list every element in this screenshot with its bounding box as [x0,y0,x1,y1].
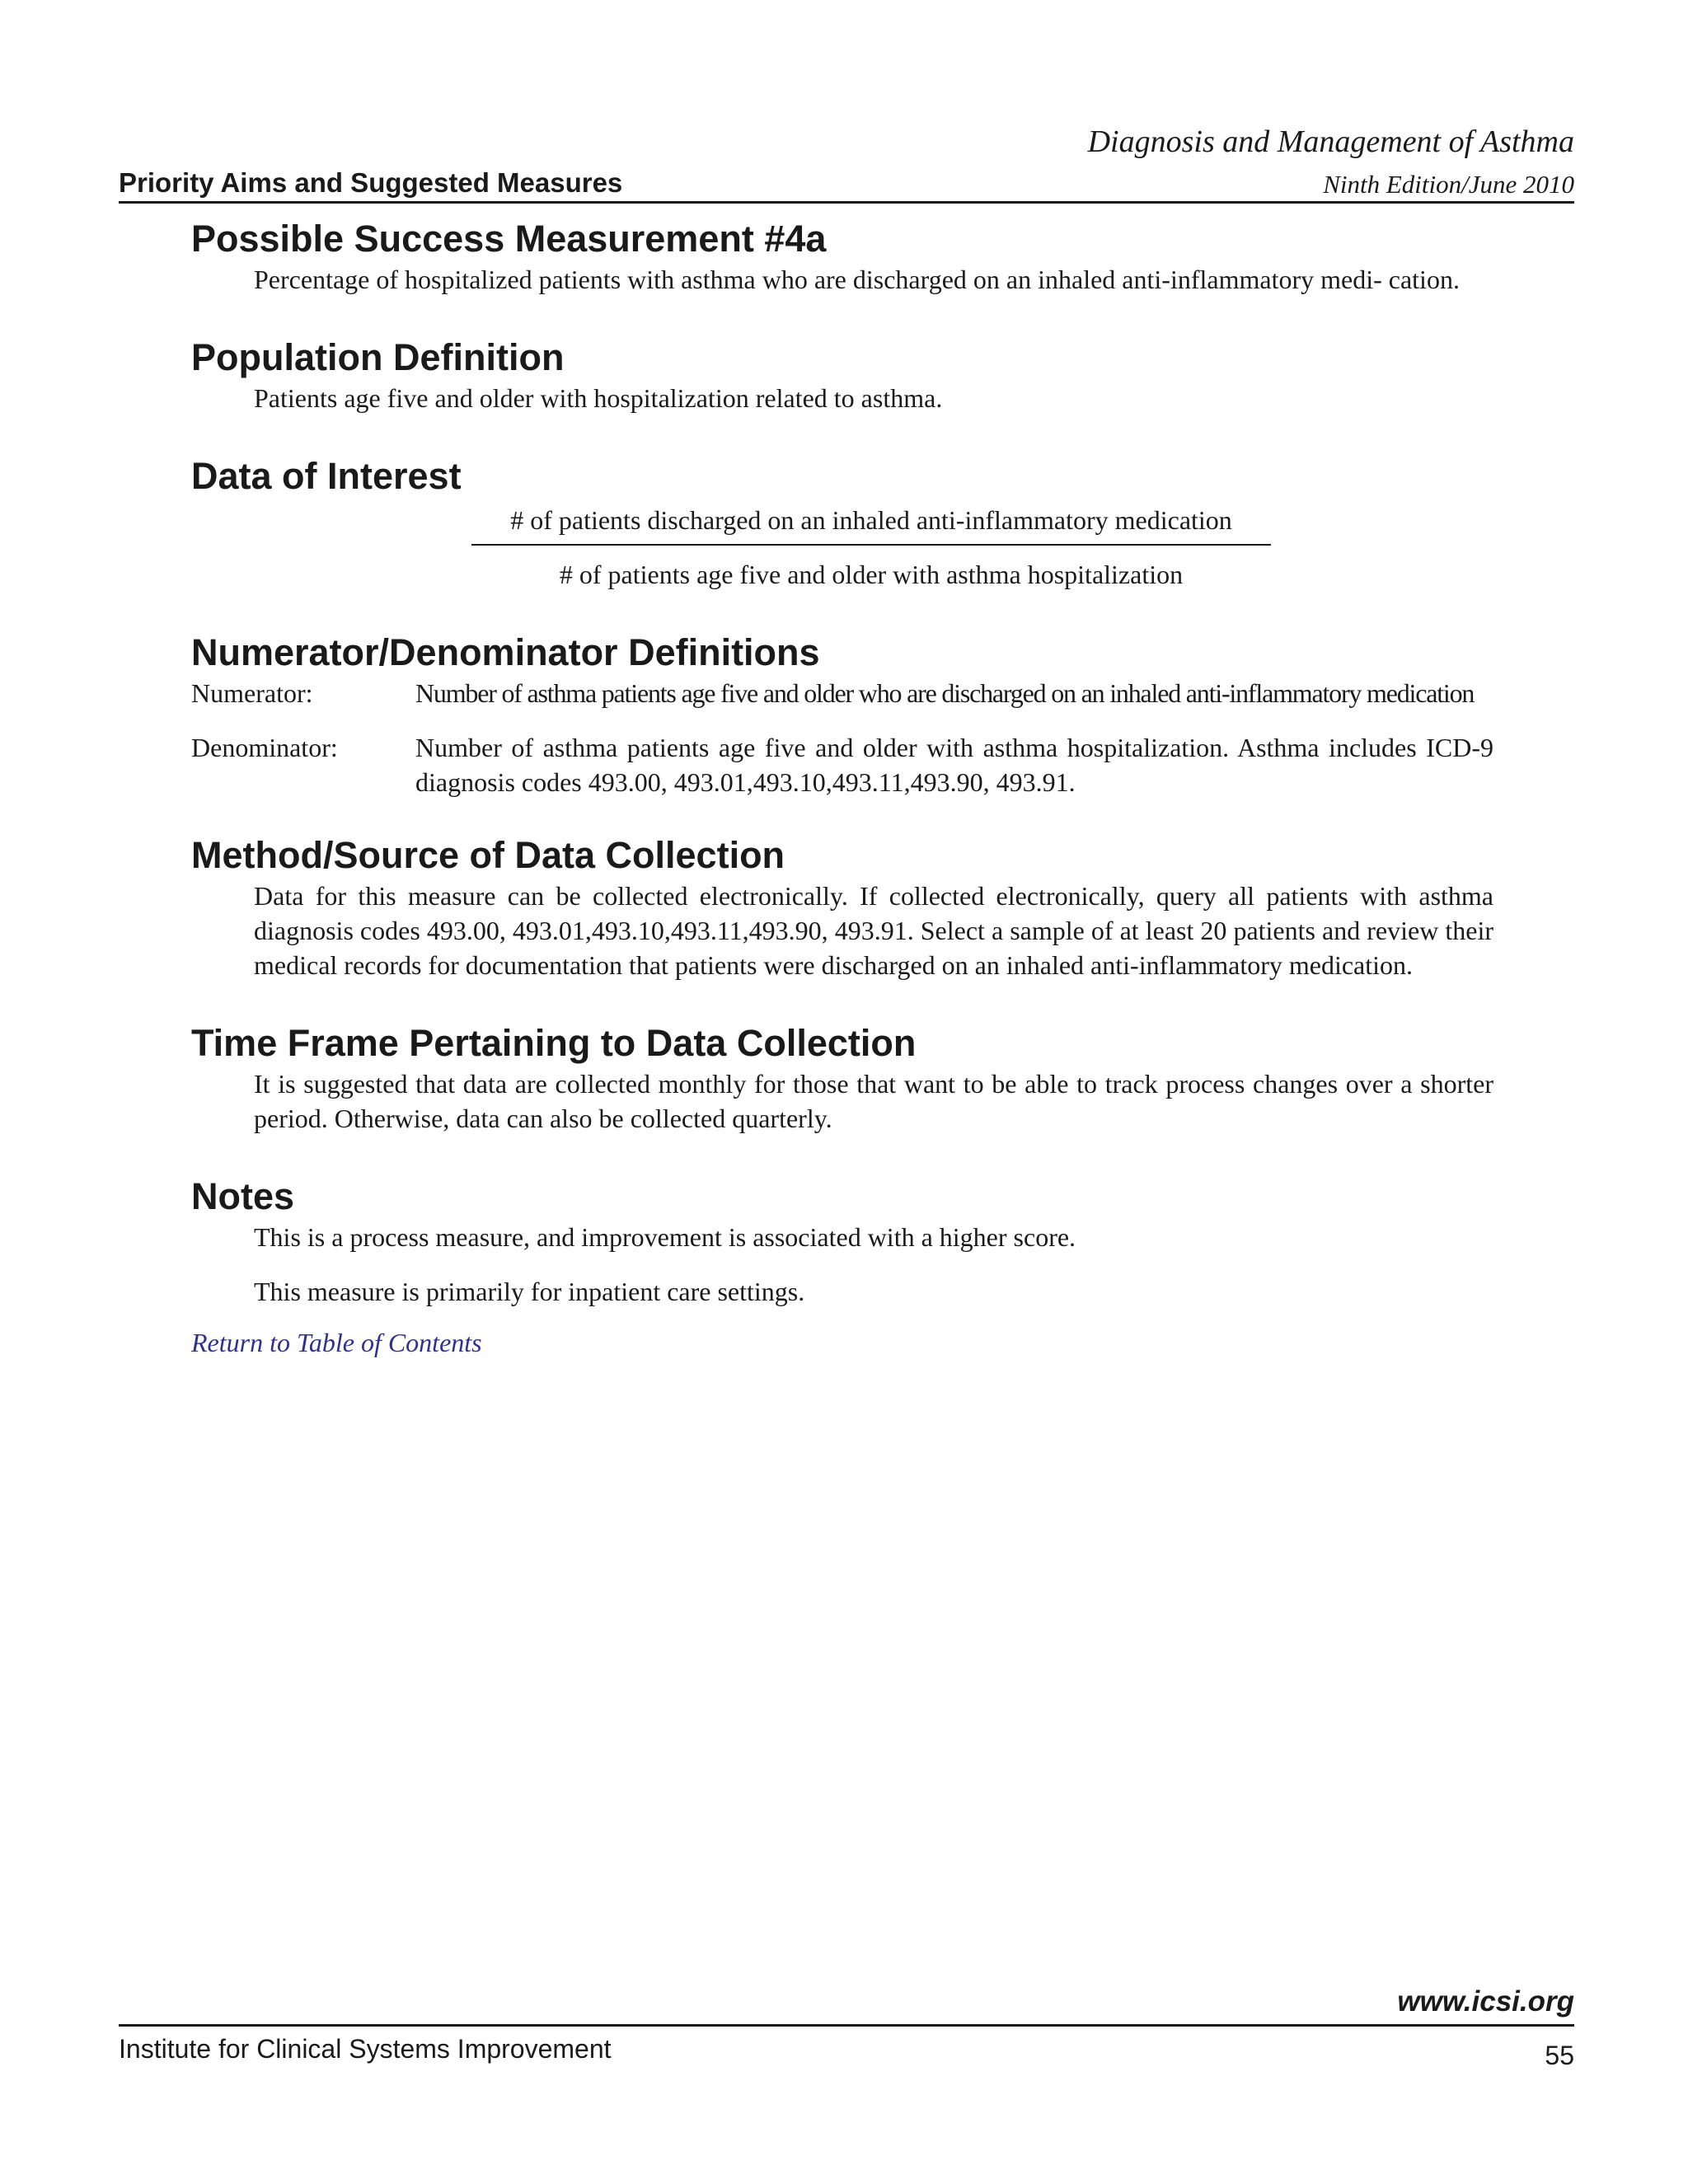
measure-fraction [471,503,1271,592]
definitions-heading: Numerator/Denominator Definitions [191,631,820,673]
main-content [191,216,1493,1360]
population-section [191,335,1493,415]
fraction-denominator: # of patients age five and older with asthma hospitalization [559,560,1184,589]
notes-line-1: This is a process measure, and improvement is associated with a higher score. [254,1222,1076,1252]
time-frame-heading: Time Frame Pertaining to Data Collection [191,1022,917,1064]
method-section [191,832,1493,982]
fraction-numerator: # of patients discharged on an inhaled anti-inflammatory medication [510,505,1232,535]
numerator-definition [191,676,1493,710]
denominator-label: Denominator: [191,733,338,762]
section-header: Priority Aims and Suggested Measures [119,167,623,198]
method-heading: Method/Source of Data Collection [191,834,785,876]
footer-divider [119,2024,1574,2027]
edition-label: Ninth Edition/June 2010 [1323,170,1574,199]
measurement-heading: Possible Success Measurement #4a [191,218,827,260]
numerator-label: Numerator: [191,678,313,708]
header-divider [119,201,1574,204]
definitions-section [191,630,1493,799]
numerator-text: Number of asthma patients age five and older who are discharged on an inhaled anti-inflammatory medication [415,678,1475,708]
notes-line-2: This measure is primarily for inpatient care settings. [254,1277,805,1306]
return-to-toc-link[interactable]: Return to Table of Contents [191,1328,482,1357]
denominator-text: Number of asthma patients age five and older with asthma hospitalization. Asthma includes ICD-9 diagnosis codes 493.00, 493.01,493.10,493.11,493.90, 493.91. [415,733,1493,797]
notes-section [191,1174,1493,1309]
data-of-interest-heading: Data of Interest [191,455,462,497]
measurement-section [191,216,1493,297]
population-heading: Population Definition [191,336,565,378]
measurement-text: Percentage of hospitalized patients with asthma who are discharged on an inhaled anti-inflammatory medi- cation. [254,265,1460,294]
time-frame-section [191,1020,1493,1136]
footer-organization: Institute for Clinical Systems Improvement [119,2034,612,2064]
footer-url: www.icsi.org [1397,1985,1574,2018]
document-title: Diagnosis and Management of Asthma [1087,124,1574,159]
notes-heading: Notes [191,1175,295,1217]
page-number: 55 [1545,2041,1574,2070]
denominator-definition [191,730,1493,799]
time-frame-text: It is suggested that data are collected monthly for those that want to be able to track process changes over a shorter period. Otherwise, data can also be collected quarterly. [254,1069,1493,1133]
method-text: Data for this measure can be collected electronically. If collected electronically, query all patients with asthma diagnosis codes 493.00, 493.01,493.10,493.11,493.90, 493.91. Select a sample of at least 20 patients and review their medical records for documentation that patients were discharged on an inhaled anti-inflammatory medication. [254,881,1493,980]
data-of-interest-section [191,453,1493,592]
population-text: Patients age five and older with hospitalization related to asthma. [254,383,943,413]
